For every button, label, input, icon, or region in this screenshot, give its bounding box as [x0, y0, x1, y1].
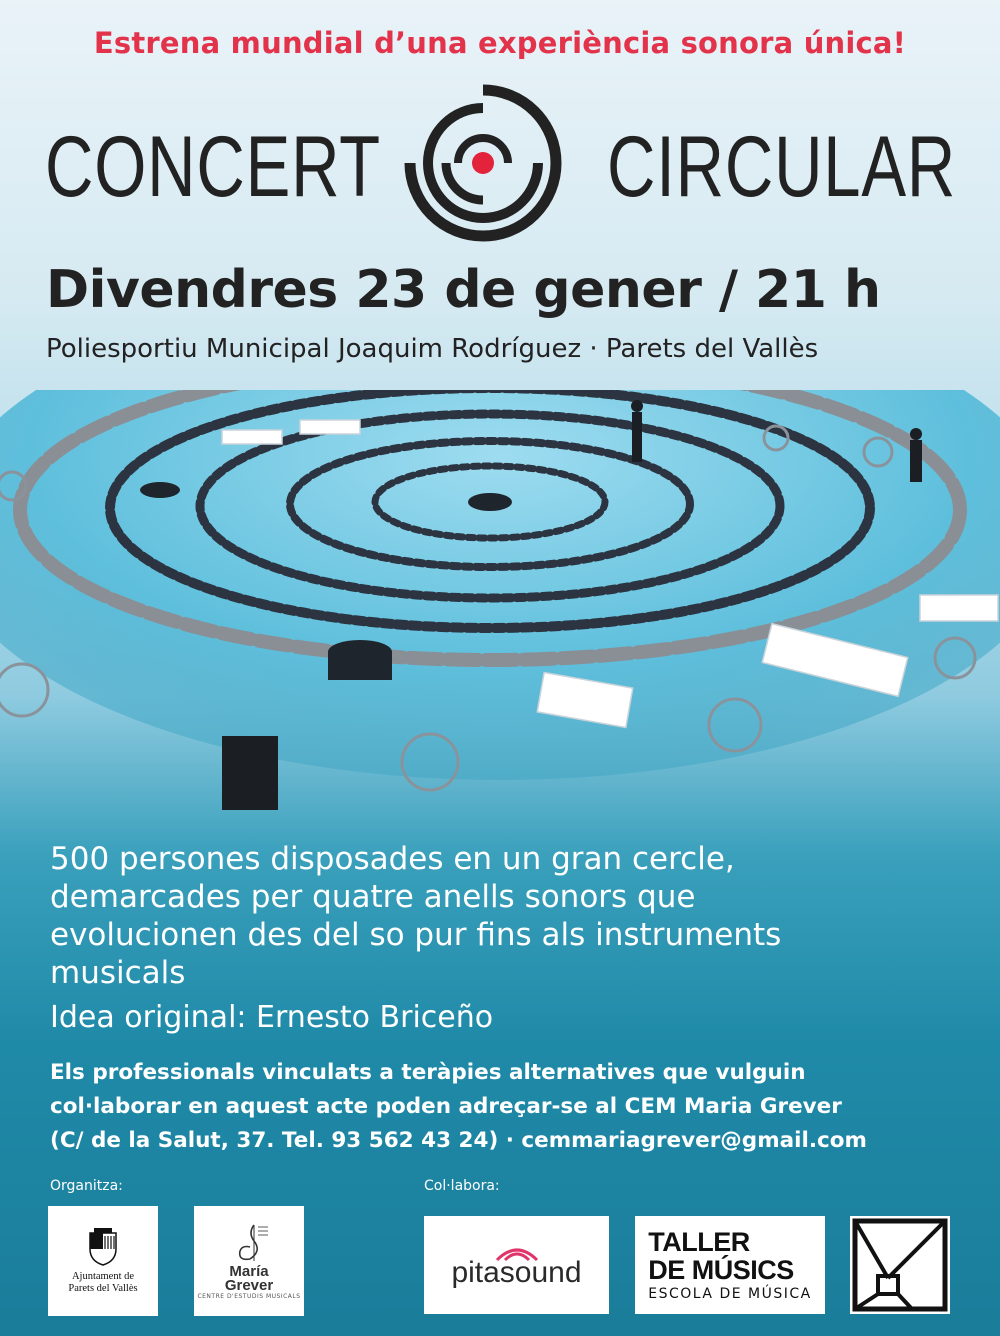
taller-de-musics-logo	[635, 1216, 825, 1314]
event-venue: Poliesportiu Municipal Joaquim Rodríguez · Parets del Vallès	[46, 334, 819, 364]
description-line: musicals	[50, 955, 186, 991]
collaborator-label: Col·labora:	[424, 1178, 500, 1194]
ajuntament-line: Ajuntament de	[71, 1271, 135, 1282]
concert-circle-rendering	[0, 390, 1000, 830]
title-circular: CIRCULAR	[607, 119, 957, 215]
violin-clef-icon	[224, 1223, 274, 1263]
pitasound-logo	[424, 1216, 609, 1314]
event-date-time: Divendres 23 de gener / 21 h	[46, 260, 881, 320]
coat-of-arms-icon	[86, 1227, 120, 1267]
box-x-logo-icon	[852, 1218, 948, 1312]
description-line: 500 persones disposades en un gran cercle,	[50, 841, 735, 877]
maria-grever-logo	[194, 1206, 304, 1316]
contact-line: Els professionals vinculats a teràpies alternatives que vulguin	[50, 1060, 806, 1085]
grever-name-1: María	[229, 1262, 269, 1280]
grever-subtitle: CENTRE D'ESTUDIS MUSICALS	[197, 1292, 301, 1300]
taller-line-1: TALLER	[648, 1227, 750, 1257]
organizer-label: Organitza:	[50, 1178, 123, 1194]
speaker-box	[222, 736, 278, 810]
box-x-logo	[850, 1216, 950, 1314]
podium-left	[140, 482, 180, 498]
ajuntament-line: Parets del Vallès	[68, 1283, 138, 1294]
contact-line: col·laborar en aquest acte poden adreçar-se al CEM Maria Grever	[50, 1094, 842, 1119]
concentric-spiral-logo-icon	[398, 78, 568, 248]
contact-line: (C/ de la Salut, 37. Tel. 93 562 43 24) · cemmariagrever@gmail.com	[50, 1128, 867, 1153]
contact-info	[50, 1056, 970, 1158]
grever-name-2: Grever	[224, 1276, 274, 1294]
floor	[0, 390, 1000, 780]
center-podium	[468, 493, 512, 511]
pitasound-wordmark: pitasound	[451, 1256, 582, 1289]
description-line: demarcades per quatre anells sonors que	[50, 879, 696, 915]
ajuntament-logo	[48, 1206, 158, 1316]
title-concert: CONCERT	[45, 119, 381, 215]
original-idea-credit: Idea original: Ernesto Briceño	[50, 1000, 494, 1035]
tagline: Estrena mundial d’una experiència sonora única!	[93, 26, 907, 60]
description-line: evolucionen des del so pur fins als instruments	[50, 917, 782, 953]
taller-line-3: ESCOLA DE MÚSICA	[648, 1286, 812, 1302]
description	[50, 840, 950, 992]
taller-line-2: DE MÚSICS	[648, 1255, 794, 1285]
